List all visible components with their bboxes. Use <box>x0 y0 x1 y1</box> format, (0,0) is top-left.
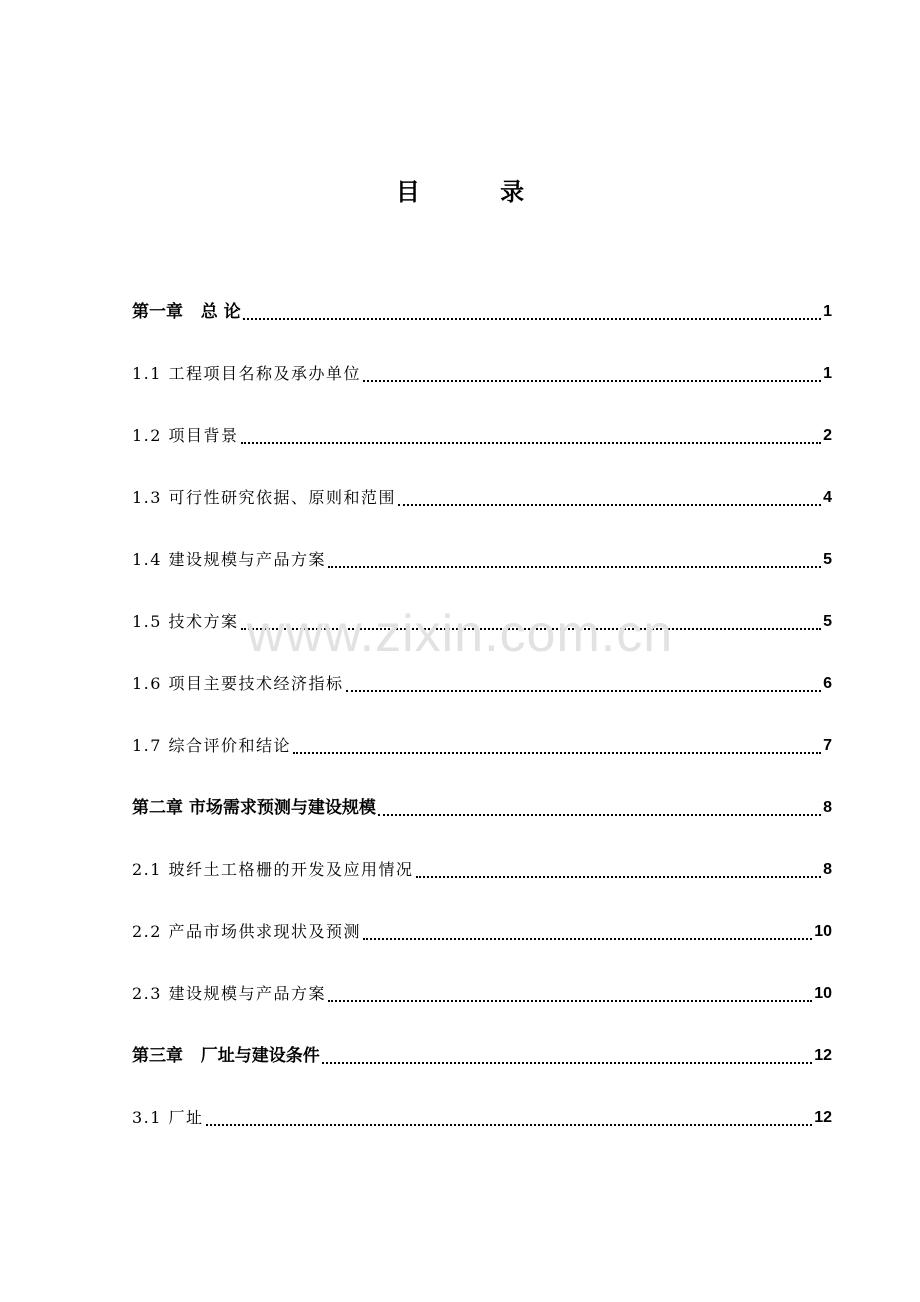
toc-list <box>132 270 832 1138</box>
toc-title: 目 录 <box>395 178 561 206</box>
toc-entry-label: 1.1 工程项目名称及承办单位 <box>132 364 362 383</box>
toc-page-number: 12 <box>814 1047 832 1064</box>
toc-entry-label: 1.7 综合评价和结论 <box>132 736 292 755</box>
dot-leader <box>398 504 821 506</box>
toc-page-number: 4 <box>823 489 832 506</box>
toc-entry-label: 1.2 项目背景 <box>132 426 239 445</box>
toc-entry-label: 1.6 项目主要技术经济指标 <box>132 674 344 693</box>
dot-leader <box>416 876 822 878</box>
watermark-text: www.zixin.com.cn <box>246 605 674 663</box>
toc-entry <box>132 1014 832 1076</box>
toc-entry-label: 第二章 市场需求预测与建设规模 <box>132 798 376 818</box>
toc-page-number: 5 <box>823 613 832 630</box>
toc-entry <box>132 704 832 766</box>
dot-leader <box>241 628 822 630</box>
toc-entry-label: 3.1 厂址 <box>132 1108 204 1127</box>
toc-page-number: 10 <box>814 985 832 1002</box>
toc-entry <box>132 332 832 394</box>
toc-entry-label: 第三章 厂址与建设条件 <box>132 1046 320 1066</box>
toc-entry <box>132 580 832 642</box>
dot-leader <box>378 814 821 816</box>
toc-page-number: 7 <box>823 737 832 754</box>
toc-page-number: 5 <box>823 551 832 568</box>
dot-leader <box>206 1124 813 1126</box>
toc-page-number: 6 <box>823 675 832 692</box>
toc-entry <box>132 1076 832 1138</box>
toc-page-number: 2 <box>823 427 832 444</box>
toc-entry-label: 2.2 产品市场供求现状及预测 <box>132 922 362 941</box>
toc-entry <box>132 766 832 828</box>
toc-entry <box>132 952 832 1014</box>
toc-entry-label: 1.3 可行性研究依据、原则和范围 <box>132 488 397 507</box>
toc-page-number: 8 <box>823 799 832 816</box>
toc-entry-label: 1.4 建设规模与产品方案 <box>132 550 327 569</box>
toc-page-number: 1 <box>823 303 832 320</box>
toc-entry <box>132 518 832 580</box>
toc-entry-label: 第一章 总 论 <box>132 302 241 322</box>
toc-page-number: 10 <box>814 923 832 940</box>
toc-page-number: 12 <box>814 1109 832 1126</box>
toc-entry <box>132 394 832 456</box>
toc-entry <box>132 828 832 890</box>
toc-entry-label: 2.3 建设规模与产品方案 <box>132 984 327 1003</box>
dot-leader <box>241 442 822 444</box>
dot-leader <box>363 938 812 940</box>
toc-page-number: 8 <box>823 861 832 878</box>
dot-leader <box>346 690 822 692</box>
toc-entry-label: 1.5 技术方案 <box>132 612 239 631</box>
toc-entry <box>132 270 832 332</box>
dot-leader <box>328 1000 812 1002</box>
dot-leader <box>243 318 821 320</box>
dot-leader <box>328 566 821 568</box>
dot-leader <box>322 1062 812 1064</box>
toc-entry-label: 2.1 玻纤土工格栅的开发及应用情况 <box>132 860 414 879</box>
toc-entry <box>132 642 832 704</box>
dot-leader <box>293 752 821 754</box>
toc-entry <box>132 890 832 952</box>
toc-entry <box>132 456 832 518</box>
toc-page-number: 1 <box>823 365 832 382</box>
dot-leader <box>363 380 821 382</box>
